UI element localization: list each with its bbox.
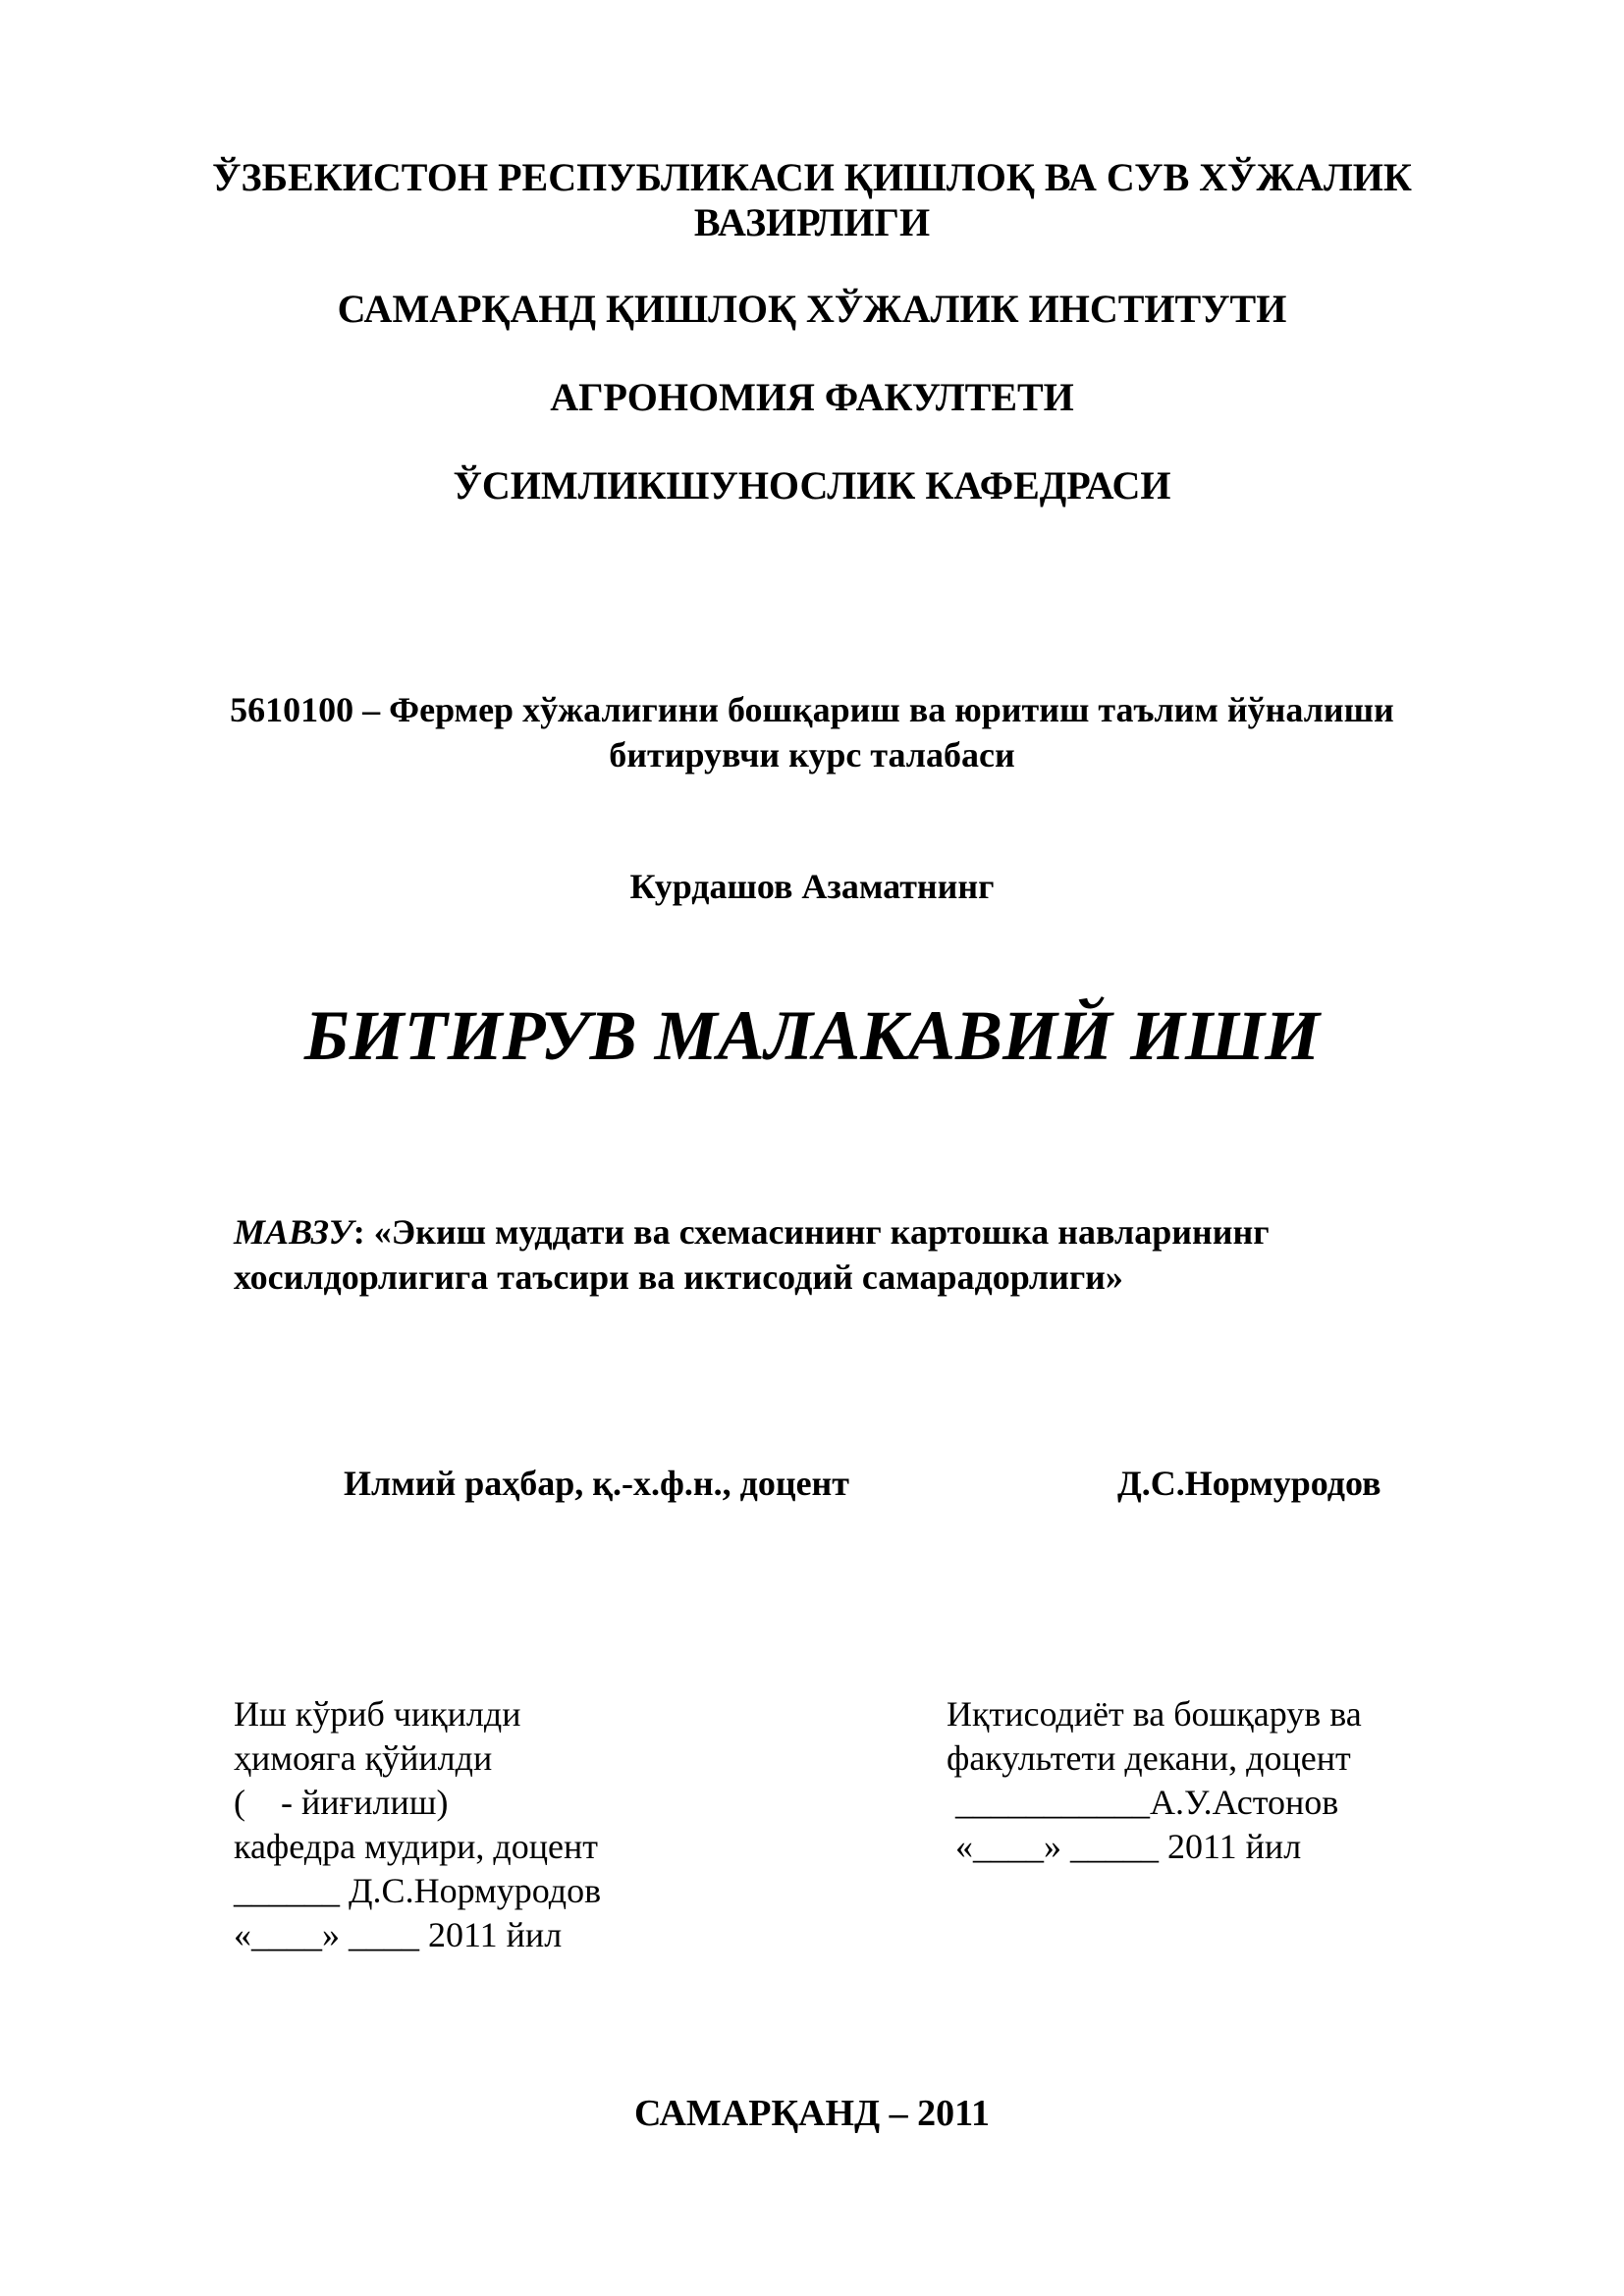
city-year: САМАРҚАНД – 2011 xyxy=(633,2093,991,2134)
left-signature-line: ҳимояга қўйилди xyxy=(234,1738,493,1778)
specialty-line-2: битирувчи курс талабаси xyxy=(609,735,1015,774)
right-signature-line: ___________А.У.Астонов xyxy=(947,1783,1339,1822)
work-title: БИТИРУВ МАЛАКАВИЙ ИШИ xyxy=(303,996,1321,1075)
left-signature-block xyxy=(234,1692,601,1957)
topic-text-1: : «Экиш муддати ва схемасининг картошка навларининг xyxy=(352,1212,1270,1252)
topic-line-2: хосилдорлигига таъсири ва иктисодий самарадорлиги» xyxy=(234,1257,1123,1297)
supervisor-title: Илмий раҳбар, қ.-х.ф.н., доцент xyxy=(344,1464,849,1503)
ministry-line-2: ВАЗИРЛИГИ xyxy=(693,200,931,244)
left-signature-line: кафедра мудири, доцент xyxy=(234,1827,598,1866)
right-signature-block xyxy=(947,1692,1362,1869)
right-signature-line: «____» _____ 2011 йил xyxy=(947,1827,1302,1866)
left-signature-line: ( - йиғилиш) xyxy=(234,1783,449,1822)
topic-line-1 xyxy=(234,1209,1270,1255)
left-signature-line: «____» ____ 2011 йил xyxy=(234,1915,563,1954)
specialty-line-1: 5610100 – Фермер хўжалигини бошқариш ва юритиш таълим йўналиши xyxy=(230,690,1394,729)
student-name: Курдашов Азаматнинг xyxy=(629,867,995,906)
ministry-line-1: ЎЗБЕКИСТОН РЕСПУБЛИКАСИ ҚИШЛОҚ ВА СУВ ХЎЖАЛИК xyxy=(212,155,1412,199)
left-signature-line: ______ Д.С.Нормуродов xyxy=(234,1871,602,1910)
left-signature-line: Иш кўриб чиқилди xyxy=(234,1694,521,1734)
right-signature-line: факультети декани, доцент xyxy=(947,1738,1351,1778)
topic-label: МАВЗУ xyxy=(234,1212,353,1252)
supervisor-name: Д.С.Нормуродов xyxy=(1117,1464,1381,1503)
right-signature-line: Иқтисодиёт ва бошқарув ва xyxy=(947,1694,1362,1734)
institute-name: САМАРҚАНД ҚИШЛОҚ ХЎЖАЛИК ИНСТИТУТИ xyxy=(337,287,1287,331)
faculty-name: АГРОНОМИЯ ФАКУЛТЕТИ xyxy=(550,375,1074,419)
department-name: ЎСИМЛИКШУНОСЛИК КАФЕДРАСИ xyxy=(453,463,1171,507)
